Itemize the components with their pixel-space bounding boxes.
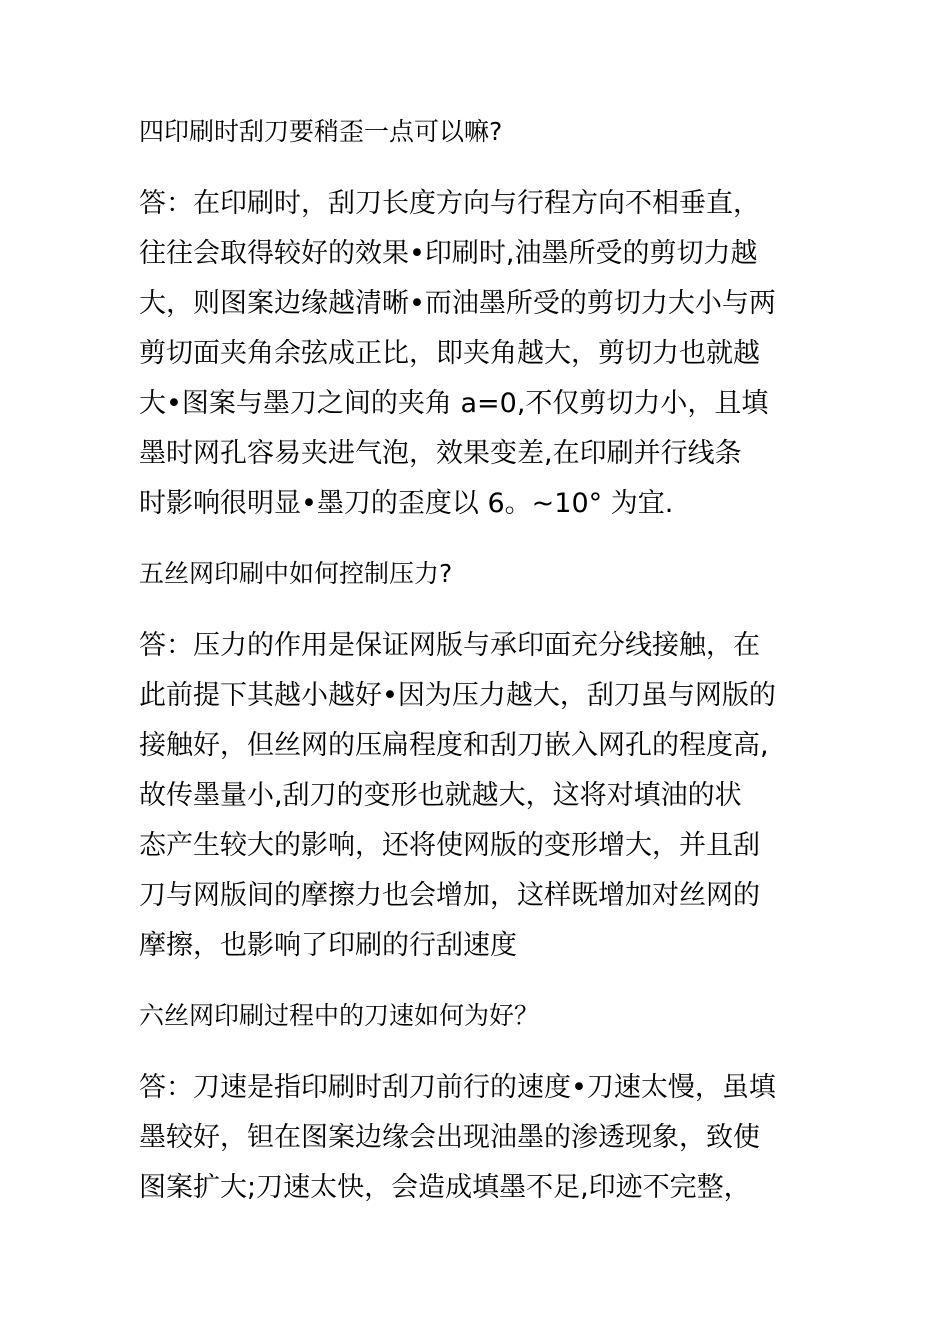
answer-line: 图案扩大;刀速太快，会造成填墨不足,印迹不完整， [139,1172,751,1203]
answer-line: 墨时网孔容易夹进气泡，效果变差,在印刷并行线条 [139,438,742,469]
answer-paragraph-5 [139,621,829,971]
answer-paragraph-6 [139,1063,829,1213]
answer-line: 时影响很明显•墨刀的歪度以 6。~10° 为宜. [139,488,674,519]
answer-line: 此前提下其越小越好•因为压力越大，刮刀虽与网版的 [139,680,776,711]
answer-line: 刀与网版间的摩擦力也会增加，这样既增加对丝网的 [139,880,760,911]
answer-line: 答：压力的作用是保证网版与承印面充分线接触，在 [139,630,760,661]
answer-line: 答：在印刷时，刮刀长度方向与行程方向不相垂直， [139,188,760,219]
question-heading-6: 六丝网印刷过程中的刀速如何为好？ [139,1001,540,1030]
answer-line: 故传墨量小,刮刀的变形也就越大，这将对填油的状 [139,780,742,811]
answer-line: 接触好，但丝网的压扁程度和刮刀嵌入网孔的程度高, [139,730,769,761]
answer-line: 态产生较大的影响，还将使网版的变形增大，并且刮 [139,830,760,861]
question-heading-4: 四印刷时刮刀要稍歪一点可以嘛? [139,117,503,146]
answer-line: 剪切面夹角余弦成正比，即夹角越大，剪切力也就越 [139,338,760,369]
answer-line: 墨较好，钽在图案边缘会出现油墨的渗透现象，致使 [139,1122,760,1153]
answer-line: 大，则图案边缘越清晰•而油墨所受的剪切力大小与两 [139,288,776,319]
document-body [139,107,829,1213]
question-heading-5: 五丝网印刷中如何控制压力? [139,559,453,588]
answer-line: 大•图案与墨刀之间的夹角 a=0,不仅剪切力小，且填 [139,388,769,419]
answer-paragraph-4 [139,179,829,529]
answer-line: 摩擦，也影响了印刷的行刮速度 [139,930,517,961]
answer-line: 答：刀速是指印刷时刮刀前行的速度•刀速太慢，虽填 [139,1072,776,1103]
answer-line: 往往会取得较好的效果•印刷时,油墨所受的剪切力越 [139,238,758,269]
